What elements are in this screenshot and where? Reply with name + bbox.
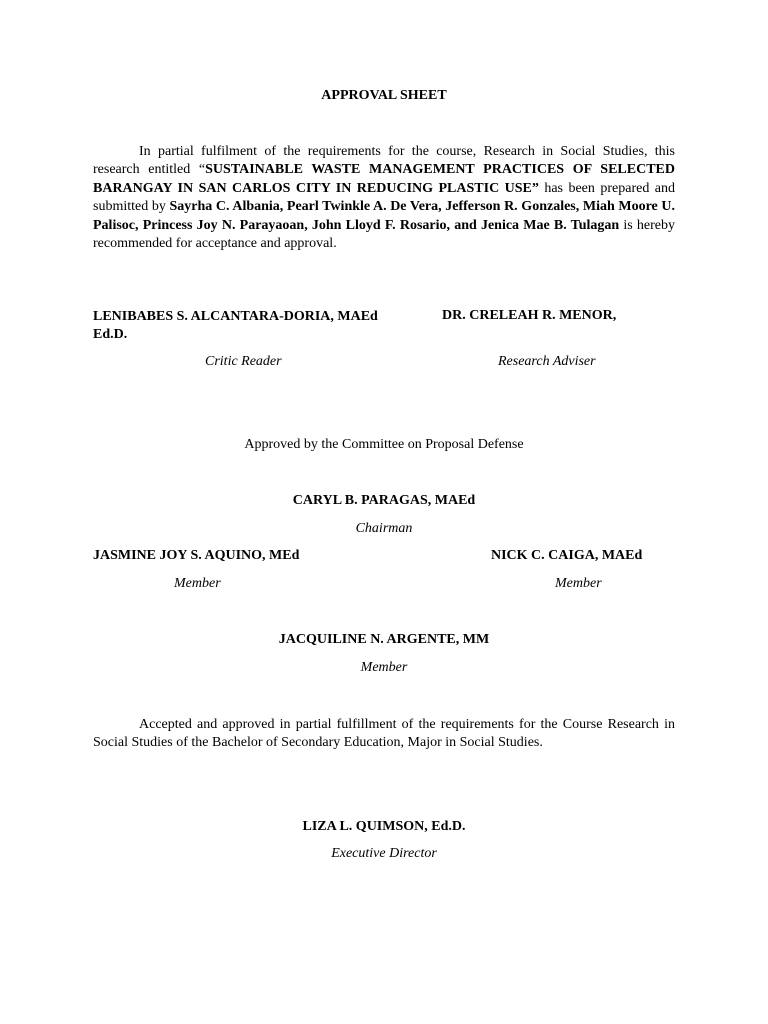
member-2-role: Member: [555, 576, 602, 591]
chairman-role: Chairman: [355, 521, 413, 536]
acceptance-paragraph: [93, 716, 675, 753]
intro-text-2: has been prepared and submitted by: [93, 180, 675, 215]
member-1-role: Member: [174, 576, 221, 591]
member-3-name: JACQUILINE N. ARGENTE, MM: [278, 632, 490, 647]
critic-reader-name: LENIBABES S. ALCANTARA-DORIA, MAEd Ed.D.: [93, 309, 378, 343]
intro-text-1: In partial fulfilment of the requirements for the course, Research in Social Studies, this research entitled “: [93, 144, 675, 178]
member-3-role: Member: [360, 660, 408, 675]
acceptance-text: Accepted and approved in partial fulfillment of the requirements for the Course Research in Social Studies of the Bachelor of Secondary Education, Major in Social Studies.: [93, 717, 675, 751]
intro-paragraph: [93, 143, 675, 253]
executive-director-role: Executive Director: [331, 846, 437, 861]
member-1-name: JASMINE JOY S. AQUINO, MEd: [93, 548, 300, 563]
chairman-name: CARYL B. PARAGAS, MAEd: [292, 493, 476, 508]
committee-heading: Approved by the Committee on Proposal Defense: [244, 437, 524, 452]
research-title: SUSTAINABLE WASTE MANAGEMENT PRACTICES OF SELECTED BARANGAY IN SAN CARLOS CITY IN REDUCING PLASTIC USE”: [93, 162, 675, 196]
research-adviser-name: DR. CRELEAH R. MENOR,: [442, 308, 617, 323]
intro-text-3: is hereby recommended for acceptance and approval.: [93, 217, 675, 252]
member-2-name: NICK C. CAIGA, MAEd: [491, 548, 643, 563]
document-title: APPROVAL SHEET: [321, 88, 447, 103]
critic-reader-role: Critic Reader: [205, 354, 282, 369]
author-list: Sayrha C. Albania, Pearl Twinkle A. De Vera, Jefferson R. Gonzales, Miah Moore U. Palisoc, Princess Joy N. Parayaoan, John Lloyd F. Rosario, and Jenica Mae B. Tulagan: [93, 199, 675, 233]
executive-director-name: LIZA L. QUIMSON, Ed.D.: [302, 819, 466, 834]
research-adviser-role: Research Adviser: [498, 354, 596, 369]
